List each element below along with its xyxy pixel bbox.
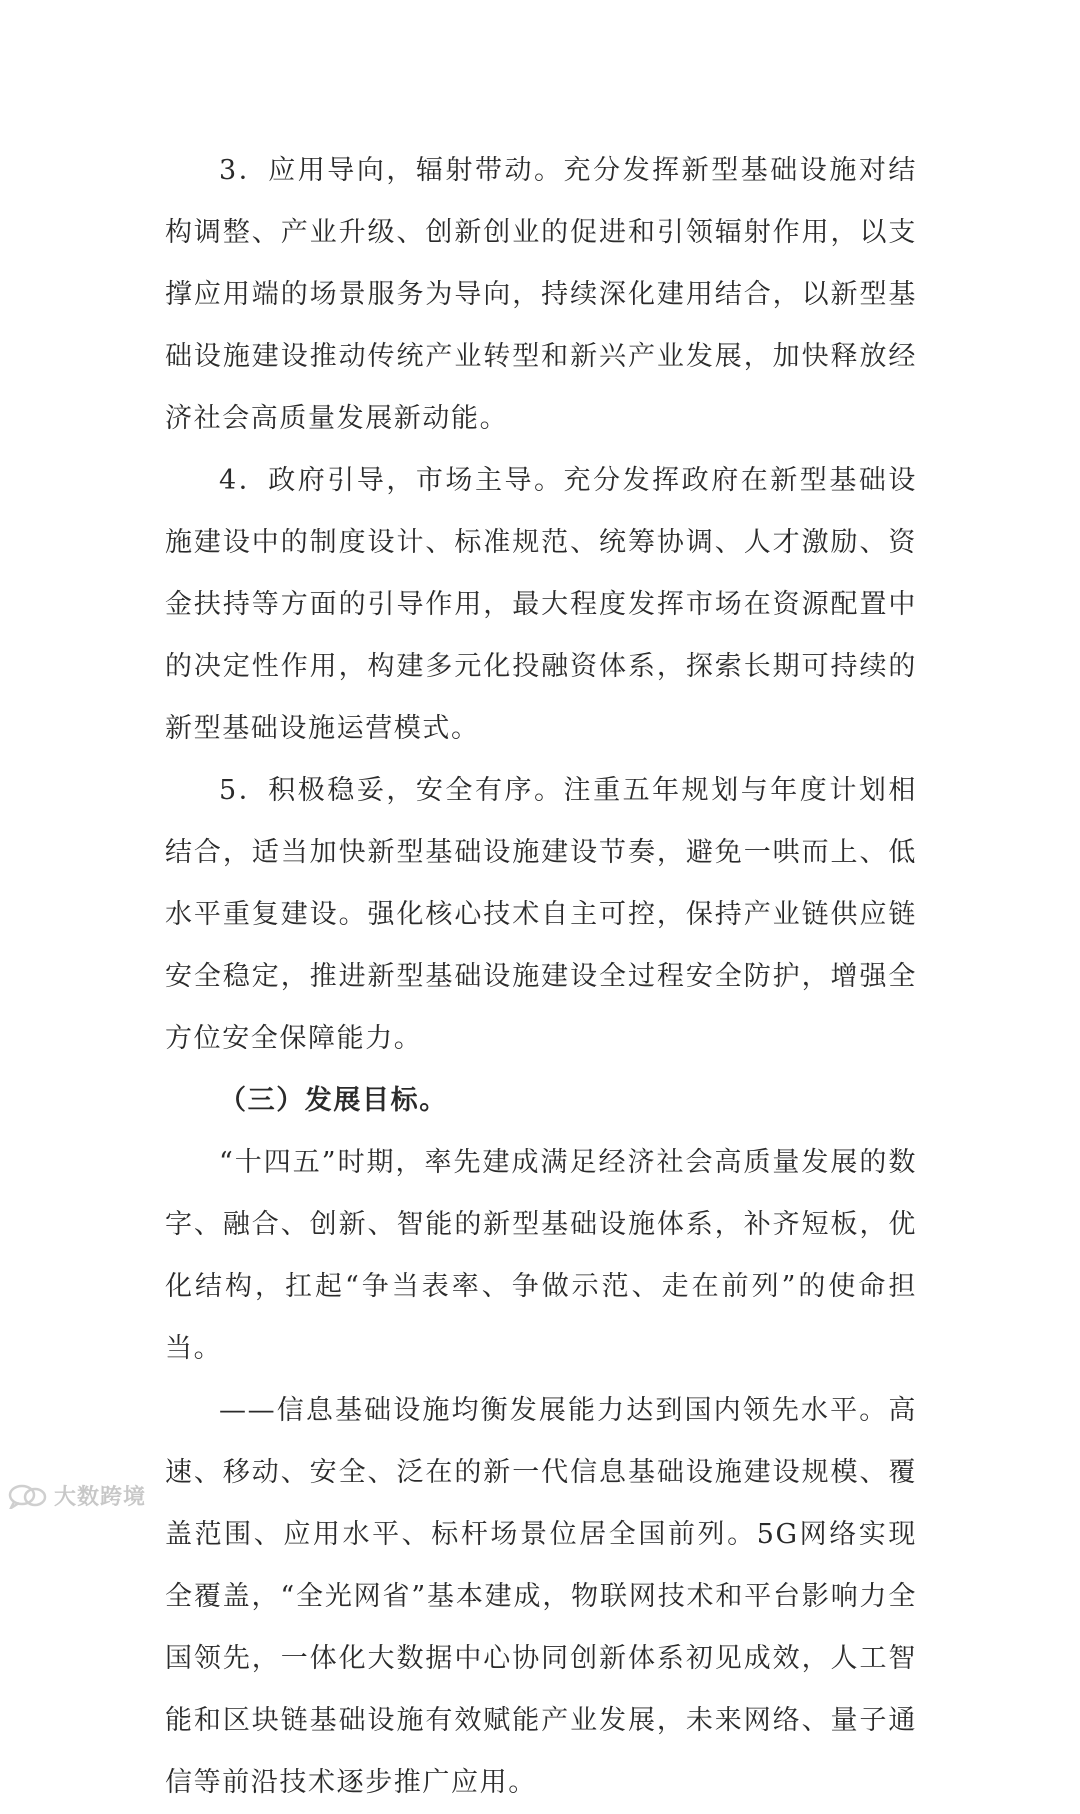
- paragraph-principle-4: 4．政府引导，市场主导。充分发挥政府在新型基础设施建设中的制度设计、标准规范、统筹协调、人才激励、资金扶持等方面的引导作用，最大程度发挥市场在资源配置中的决定性作用，构建多元化投融资体系，探索长期可持续的新型基础设施运营模式。: [165, 465, 917, 744]
- paragraph-goal-intro: “十四五”时期，率先建成满足经济社会高质量发展的数字、融合、创新、智能的新型基础设施体系，补齐短板，优化结构，扛起“争当表率、争做示范、走在前列”的使命担当。: [165, 1147, 917, 1364]
- chat-bubble-logo-icon: [8, 1483, 48, 1509]
- paragraph-principle-5: 5．积极稳妥，安全有序。注重五年规划与年度计划相结合，适当加快新型基础设施建设节奏，避免一哄而上、低水平重复建设。强化核心技术自主可控，保持产业链供应链安全稳定，推进新型基础设施建设全过程安全防护，增强全方位安全保障能力。: [165, 775, 917, 1054]
- watermark: [8, 1480, 146, 1511]
- section-heading-goals: （三）发展目标。: [219, 1085, 448, 1116]
- paragraph-principle-3: 3．应用导向，辐射带动。充分发挥新型基础设施对结构调整、产业升级、创新创业的促进和引领辐射作用，以支撑应用端的场景服务为导向，持续深化建用结合，以新型基础设施建设推动传统产业转型和新兴产业发展，加快释放经济社会高质量发展新动能。: [165, 155, 917, 434]
- document-body: [165, 140, 917, 1814]
- watermark-text: 大数跨境: [54, 1485, 147, 1510]
- paragraph-goal-info-infra: ——信息基础设施均衡发展能力达到国内领先水平。高速、移动、安全、泛在的新一代信息基础设施建设规模、覆盖范围、应用水平、标杆场景位居全国前列。5G网络实现全覆盖，“全光网省”基本建成，物联网技术和平台影响力全国领先，一体化大数据中心协同创新体系初见成效，人工智能和区块链基础设施有效赋能产业发展，未来网络、量子通信等前沿技术逐步推广应用。: [165, 1395, 917, 1798]
